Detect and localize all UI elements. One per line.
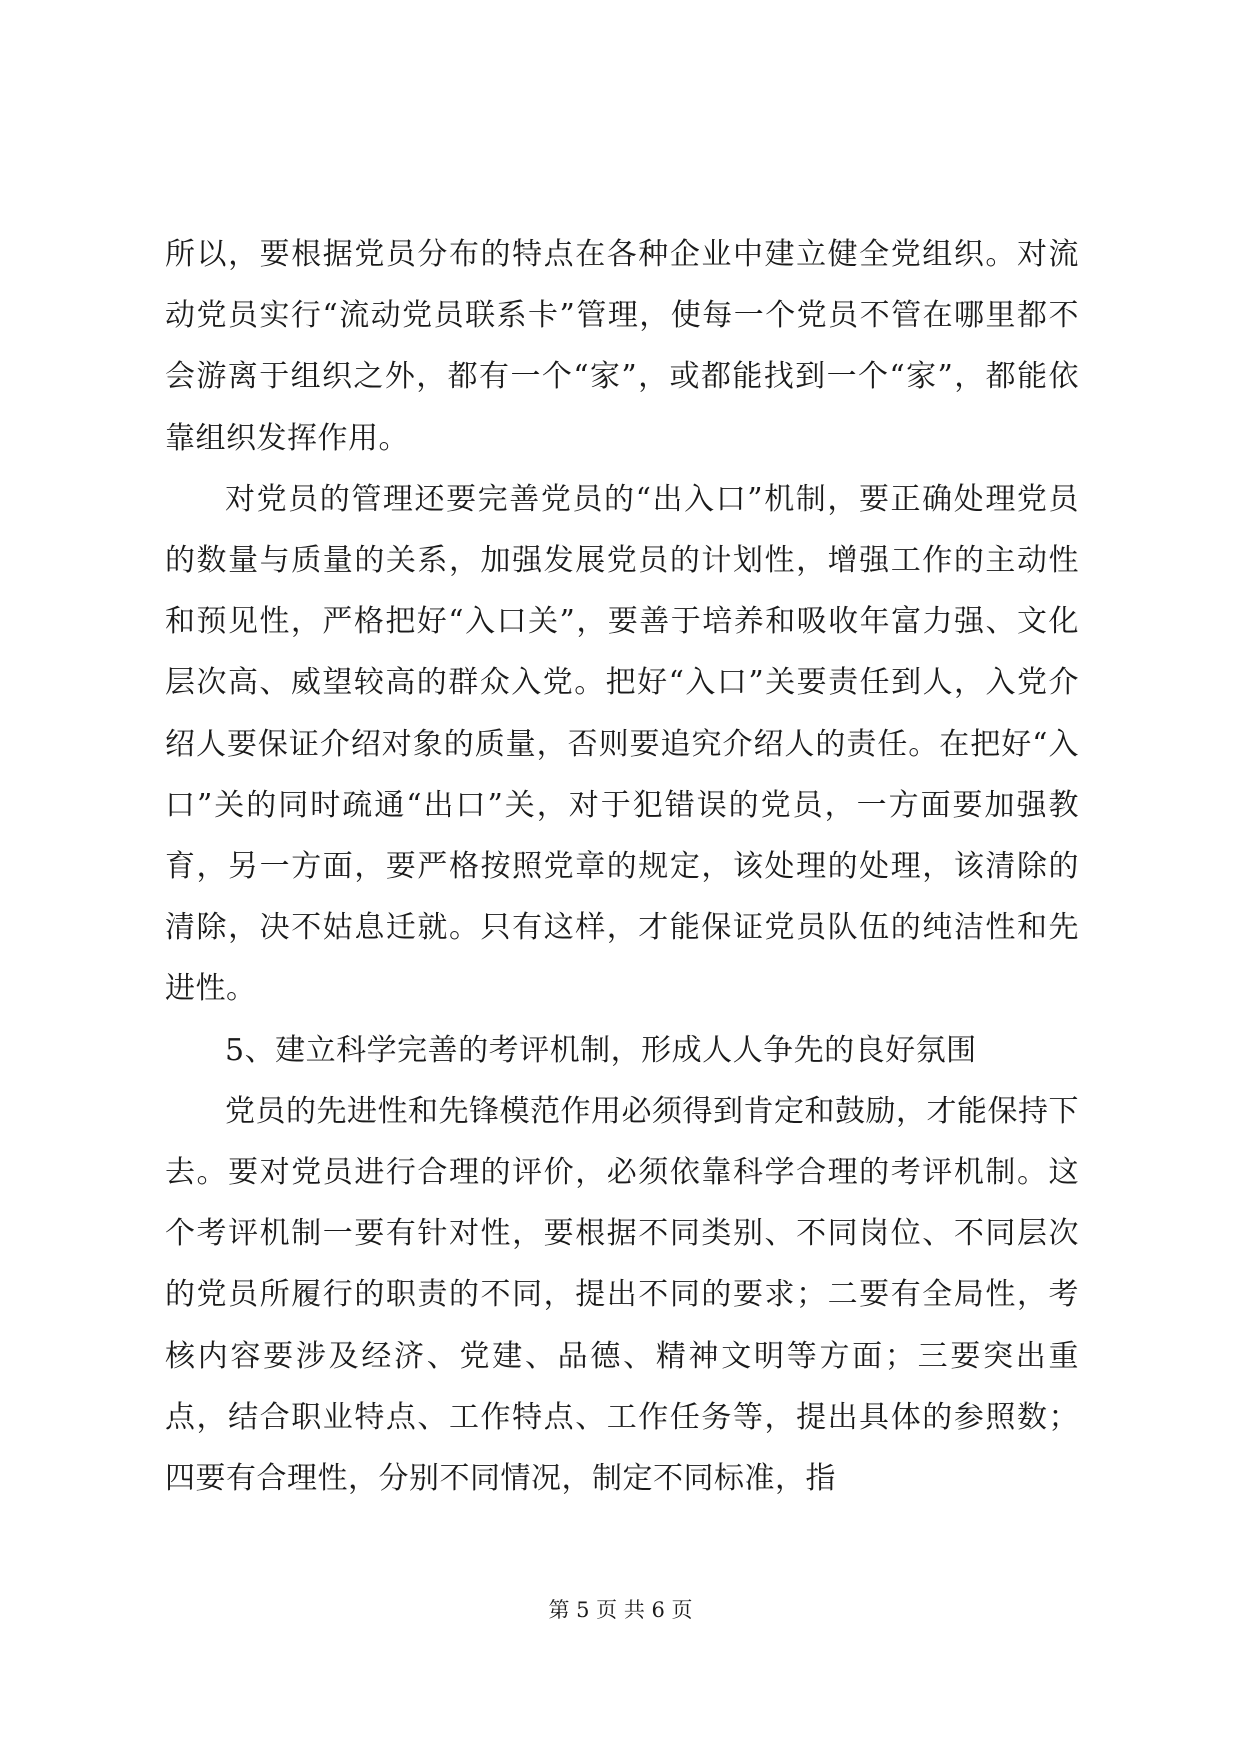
paragraph-1: 所以，要根据党员分布的特点在各种企业中建立健全党组织。对流动党员实行“流动党员联系卡”管理，使每一个党员不管在哪里都不会游离于组织之外，都有一个“家”，或都能找到一个“家”，都能依靠组织发挥作用。 xyxy=(165,237,1079,456)
paragraph-2: 对党员的管理还要完善党员的“出入口”机制，要正确处理党员的数量与质量的关系，加强发展党员的计划性，增强工作的主动性和预见性，严格把好“入口关”，要善于培养和吸收年富力强、文化层次高、威望较高的群众入党。把好“入口”关要责任到人，入党介绍人要保证介绍对象的质量，否则要追究介绍人的责任。在把好“入口”关的同时疏通“出口”关，对于犯错误的党员，一方面要加强教育，另一方面，要严格按照党章的规定，该处理的处理，该清除的清除，决不姑息迁就。只有这样，才能保证党员队伍的纯洁性和先进性。 xyxy=(165,481,1079,1007)
document-body xyxy=(165,224,1079,1509)
paragraph-4: 党员的先进性和先锋模范作用必须得到肯定和鼓励，才能保持下去。要对党员进行合理的评价，必须依靠科学合理的考评机制。这个考评机制一要有针对性，要根据不同类别、不同岗位、不同层次的党员所履行的职责的不同，提出不同的要求；二要有全局性，考核内容要涉及经济、党建、品德、精神文明等方面；三要突出重点，结合职业特点、工作特点、工作任务等，提出具体的参照数；四要有合理性，分别不同情况，制定不同标准，指 xyxy=(165,1093,1079,1497)
page-footer: 第 5 页 共 6 页 xyxy=(548,1598,693,1622)
section-heading-5: 5、建立科学完善的考评机制，形成人人争先的良好氛围 xyxy=(225,1032,977,1068)
